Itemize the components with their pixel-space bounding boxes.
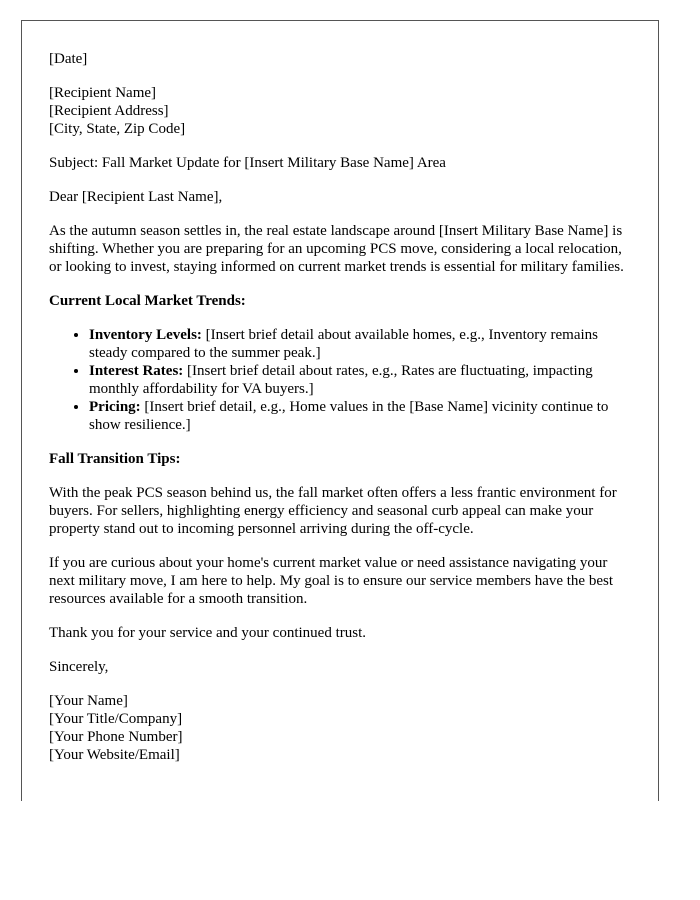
trend-label: Interest Rates:: [89, 363, 184, 379]
list-item: [89, 326, 631, 362]
recipient-block: [49, 84, 631, 138]
signature-website-email: [Your Website/Email]: [49, 747, 180, 763]
trend-text: [Insert brief detail, e.g., Home values in the [Base Name] vicinity continue to show resilience.]: [89, 399, 609, 433]
letter-date: [Date]: [49, 51, 88, 67]
intro-paragraph: As the autumn season settles in, the real estate landscape around [Insert Military Base Name] is shifting. Whether you are preparing for an upcoming PCS move, considering a local relocation, or looking to invest, staying informed on current market trends is essential for military families.: [49, 223, 624, 275]
recipient-city-state-zip: [City, State, Zip Code]: [49, 121, 186, 137]
signature-block: [49, 692, 631, 764]
signature-title-company: [Your Title/Company]: [49, 711, 183, 727]
list-item: [89, 362, 631, 398]
trend-text: [Insert brief detail about available homes, e.g., Inventory remains steady compared to the summer peak.]: [89, 327, 599, 361]
trends-heading: Current Local Market Trends:: [49, 293, 246, 309]
help-paragraph: If you are curious about your home's current market value or need assistance navigating your next military move, I am here to help. My goal is to ensure our service members have the best resources available for a smooth transition.: [49, 555, 614, 607]
date-block: [49, 50, 631, 68]
letter-page: [21, 20, 659, 801]
thanks-line: Thank you for your service and your continued trust.: [49, 625, 366, 641]
signature-name: [Your Name]: [49, 693, 128, 709]
trend-text: [Insert brief detail about rates, e.g., Rates are fluctuating, impacting monthly affordability for VA buyers.]: [89, 363, 593, 397]
recipient-name: [Recipient Name]: [49, 85, 157, 101]
closing-line: Sincerely,: [49, 659, 109, 675]
list-item: [89, 398, 631, 434]
signature-phone: [Your Phone Number]: [49, 729, 183, 745]
subject-line: Subject: Fall Market Update for [Insert Military Base Name] Area: [49, 155, 446, 171]
recipient-address: [Recipient Address]: [49, 103, 169, 119]
tips-paragraph: With the peak PCS season behind us, the fall market often offers a less frantic environment for buyers. For sellers, highlighting energy efficiency and seasonal curb appeal can make your property stand out to incoming personnel arriving during the off-cycle.: [49, 485, 617, 537]
tips-heading: Fall Transition Tips:: [49, 451, 181, 467]
salutation: Dear [Recipient Last Name],: [49, 189, 223, 205]
trends-list: [49, 326, 631, 434]
trend-label: Pricing:: [89, 399, 141, 415]
trend-label: Inventory Levels:: [89, 327, 202, 343]
